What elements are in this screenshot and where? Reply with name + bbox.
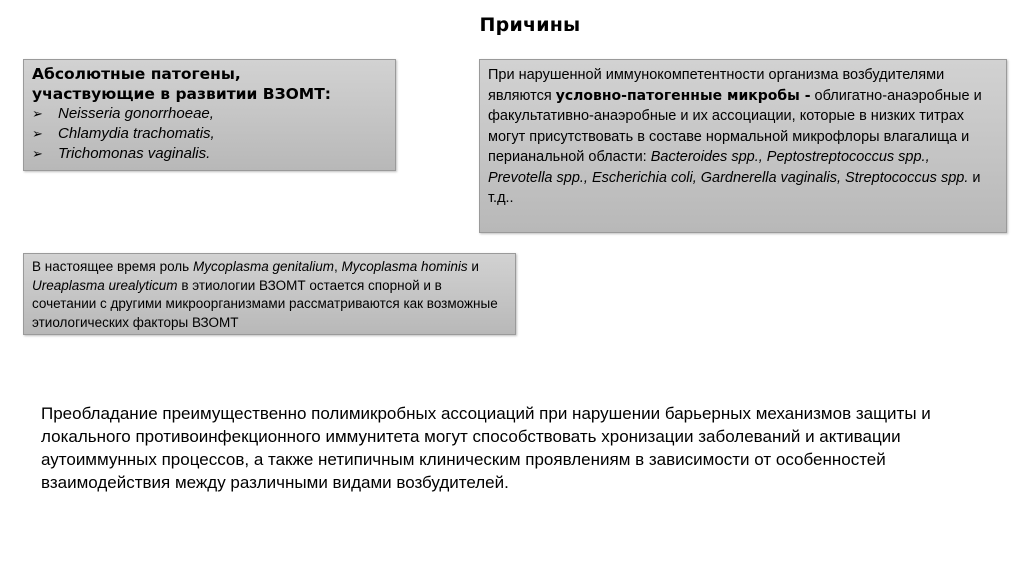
arrow-bullet-icon: ➢ xyxy=(32,126,43,141)
list-item xyxy=(32,144,387,164)
absolute-pathogens-box xyxy=(23,59,396,171)
conditional-text-after: облигатно-анаэробные и факультативно-анаэробные и их ассоциации, которые в низких титрах могут присутствовать в составе нормальной микрофлоры влагалища и перианальной области: xyxy=(488,87,982,165)
myco-species: Ureaplasma urealyticum xyxy=(32,277,178,293)
list-item xyxy=(32,104,387,124)
slide-title: Причины xyxy=(479,14,581,36)
pathogens-heading-line2: участвующие в развитии ВЗОМТ: xyxy=(32,85,331,103)
mycoplasma-box xyxy=(23,253,516,335)
conclusion-paragraph: Преобладание преимущественно полимикробных ассоциаций при нарушении барьерных механизмов защиты и локального противоинфекционного иммунитета могут способствовать хронизации заболеваний и активации аутоиммунных процессов, а также нетипичным клиническим проявлениям в зависимости от особенностей взаимодействия между различными видами возбудителей. xyxy=(41,404,931,492)
list-item xyxy=(32,124,387,144)
conditional-pathogens-text xyxy=(488,65,998,209)
conditional-pathogens-box xyxy=(479,59,1007,233)
species-list: Bacteroides spp., Peptostreptococcus spp., Prevotella spp., Escherichia coli, Gardnerella vaginalis, Streptococcus spp. xyxy=(488,149,969,186)
pathogen-name: Trichomonas vaginalis. xyxy=(58,145,211,162)
species-suffix: и т.д.. xyxy=(488,169,981,206)
pathogens-list xyxy=(32,104,387,164)
mycoplasma-text xyxy=(32,258,507,332)
arrow-bullet-icon: ➢ xyxy=(32,146,43,161)
arrow-bullet-icon: ➢ xyxy=(32,106,43,121)
pathogens-heading-line1: Абсолютные патогены, xyxy=(32,65,241,83)
myco-text-part: , xyxy=(334,259,342,274)
conditional-bold-term: условно-патогенные микробы - xyxy=(555,87,811,104)
myco-text-part: и xyxy=(467,259,479,274)
myco-text-part: в этиологии ВЗОМТ остается спорной и в сочетании с другими микроорганизмами рассматриваются как возможные этиологических факторы ВЗОМТ xyxy=(32,277,498,330)
pathogen-name: Neisseria gonorrhoeae, xyxy=(58,105,214,122)
conditional-text-before: При нарушенной иммунокомпетентности организма возбудителями являются xyxy=(488,67,945,104)
myco-species: Mycoplasma hominis xyxy=(341,259,468,274)
myco-species: Mycoplasma genitalium xyxy=(192,259,335,274)
myco-text-part: В настоящее время роль xyxy=(32,259,193,274)
pathogen-name: Chlamydia trachomatis, xyxy=(58,125,215,142)
